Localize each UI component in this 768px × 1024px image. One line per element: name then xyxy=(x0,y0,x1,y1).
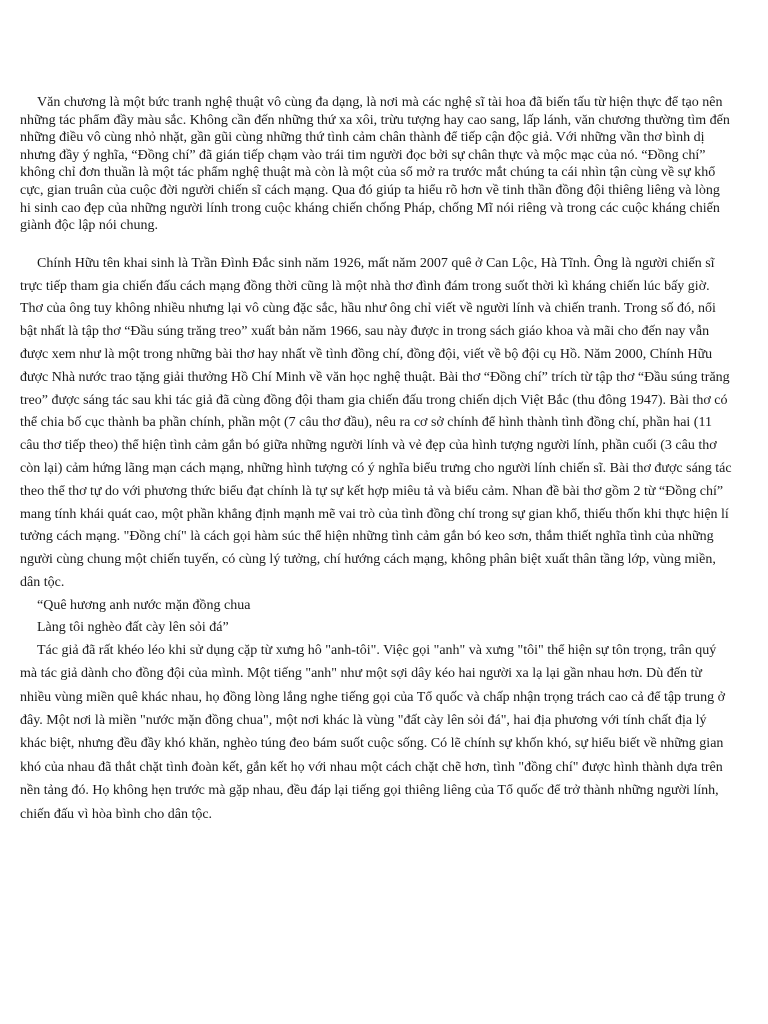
paragraph-analysis: Tác giả đã rất khéo léo khi sử dụng cặp từ xưng hô "anh-tôi". Việc gọi "anh" và xưng "tôi" thể hiện sự tôn trọng, trân quý mà tác giả dành cho đồng đội của mình. Một tiếng "anh" như một sợi dây kéo hai người xa lạ lại gần nhau hơn. Dù đến từ nhiều vùng miền quê khác nhau, họ đồng lòng lắng nghe tiếng gọi của Tổ quốc và chấp nhận trọng trách cao cả để tập trung ở đây. Một nơi là miền "nước mặn đồng chua", một nơi khác là vùng "đất cày lên sỏi đá", hai địa phương với tính chất địa lý khác biệt, nhưng đều đầy khó khăn, nghèo túng đeo bám suốt cuộc sống. Có lẽ chính sự khốn khó, sự hiểu biết về những gian khó của nhau đã thắt chặt tình đoàn kết, gắn kết họ với nhau một cách chặt chẽ hơn, tình "đồng chí" được hình thành dựa trên nền tảng đó. Họ không hẹn trước mà gặp nhau, đều đáp lại tiếng gọi thiêng liêng của Tổ quốc để trở thành những người lính, chiến đấu vì hòa bình cho dân tộc. xyxy=(20,642,725,822)
paragraph-author: Chính Hữu tên khai sinh là Trần Đình Đắc sinh năm 1926, mất năm 2007 quê ở Can Lộc, Hà Tĩnh. Ông là người chiến sĩ trực tiếp tham gia chiến đấu cách mạng đồng thời cũng là một nhà thơ đình đám trong suốt thời kì kháng chiến lúc bấy giờ. Thơ của ông tuy không nhiều nhưng lại vô cùng đặc sắc, hầu như ông chỉ viết về người lính và chiến tranh. Trong số đó, nổi bật nhất là tập thơ “Đầu súng trăng treo” xuất bản năm 1966, sau này được in trong sách giáo khoa và mãi cho đến nay vẫn được xem như là một trong những bài thơ hay nhất về tình đồng chí, đồng đội, viết về bộ đội cụ Hồ. Năm 2000, Chính Hữu được Nhà nước trao tặng giải thưởng Hồ Chí Minh về văn học nghệ thuật. Bài thơ “Đồng chí” trích từ tập thơ “Đầu súng trăng treo” được sáng tác sau khi tác giả đã cùng đồng đội tham gia chiến đấu trong chiến dịch Việt Bắc (thu đông 1947). Bài thơ có thể chia bố cục thành ba phần chính, phần một (7 câu thơ đầu), nêu ra cơ sở chính để hình thành tình đồng chí, phần hai (11 câu thơ tiếp theo) thể hiện tình cảm gắn bó giữa những người lính và vẻ đẹp của hình tượng người lính, phần cuối (3 câu thơ còn lại) cảm hứng lãng mạn cách mạng, những hình tượng có ý nghĩa biểu trưng cho người lính chiến sĩ. Bài thơ được sáng tác theo thể thơ tự do với phương thức biểu đạt chính là tự sự kết hợp miêu tả và biểu cảm. Nhan đề bài thơ gồm 2 từ “Đồng chí” mang tính khái quát cao, một phần khẳng định mạnh mẽ vai trò của tình đồng chí trong sự gian khổ, thiếu thốn khi thực hiện lí tưởng cách mạng. "Đồng chí" là cách gọi hàm súc thể hiện những tình cảm gắn bó keo sơn, thắm thiết nghĩa tình của những người cùng chung một chiến tuyến, có cùng lý tưởng, chí hướng cách mạng, không phân biệt xuất thân tầng lớp, vùng miền, dân tộc. xyxy=(20,255,732,590)
poem-line-1: “Quê hương anh nước mặn đồng chua xyxy=(37,597,251,613)
paragraph-intro: Văn chương là một bức tranh nghệ thuật vô cùng đa dạng, là nơi mà các nghệ sĩ tài hoa đã biến tấu từ hiện thực để tạo nên những tác phẩm đầy màu sắc. Không cần đến những thứ xa xôi, trừu tượng hay cao sang, lấp lánh, văn chương thường tìm đến những điều vô cùng nhỏ nhặt, gần gũi cùng những thứ tình cảm chân thành để tiếp cận độc giả. Với những vần thơ bình dị nhưng đầy ý nghĩa, “Đồng chí” đã gián tiếp chạm vào trái tim người đọc bởi sự chân thực và mộc mạc của nó. “Đồng chí” không chỉ đơn thuần là một tác phẩm nghệ thuật mà còn là một của sổ mở ra trước mắt chúng ta cái nhìn tận cùng về sự khổ cực, gian truân của cuộc đời người chiến sĩ cách mạng. Qua đó giúp ta hiểu rõ hơn về tinh thần đồng đội thiêng liêng và lòng hi sinh cao đẹp của những người lính trong cuộc kháng chiến chống Pháp, chống Mĩ nói riêng và trong các cuộc kháng chiến giành độc lập nói chung. xyxy=(20,95,730,234)
poem-line-2: Làng tôi nghèo đất cày lên sỏi đá” xyxy=(37,619,229,635)
